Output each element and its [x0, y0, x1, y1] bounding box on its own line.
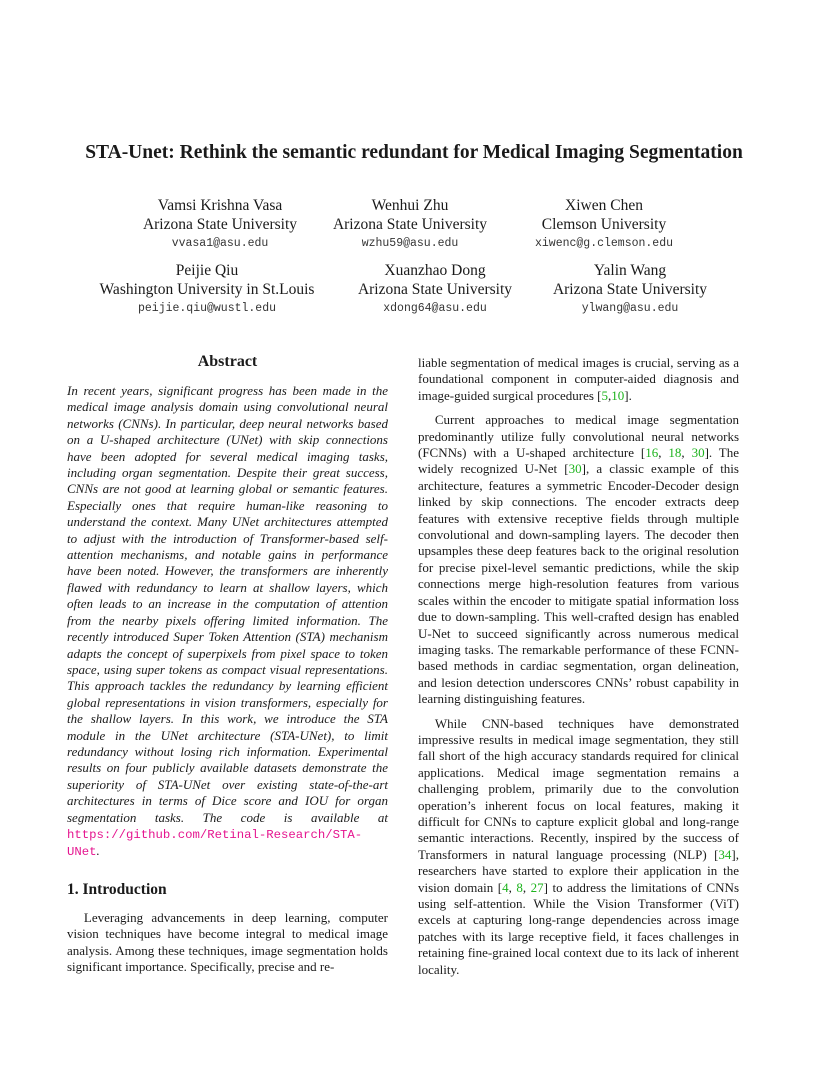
author-email: ylwang@asu.edu	[581, 302, 679, 315]
author-email: peijie.qiu@wustl.edu	[137, 302, 277, 315]
author-block	[125, 196, 315, 254]
citation-link[interactable]: 30	[568, 461, 582, 477]
author-affiliation: Arizona State University	[552, 281, 708, 298]
paragraph-text: ,	[508, 879, 517, 895]
citation-link[interactable]: 4	[502, 879, 509, 895]
citation-link[interactable]: 34	[718, 846, 732, 862]
author-name: Vamsi Krishna Vasa	[157, 197, 283, 214]
author-block	[345, 261, 525, 319]
citation-link[interactable]: 8	[516, 879, 523, 895]
citation-link[interactable]: 10	[611, 387, 625, 403]
paper-title: STA-Unet: Rethink the semantic redundant for Medical Imaging Segmentation	[85, 142, 743, 163]
citation-link[interactable]: 18	[668, 445, 682, 461]
paragraph-text: Current approaches to medical image segmentation predominantly utilize fully convolutional neural networks (FCNNs) with a U-shaped architecture [	[418, 412, 739, 461]
abstract-heading: Abstract	[197, 353, 258, 370]
author-affiliation: Clemson University	[541, 216, 667, 233]
intro-paragraph: Leveraging advancements in deep learning, computer vision techniques have become integral to medical image analysis. Among these techniques, image segmentation holds significant importance. Specifically, precise and re-	[67, 909, 388, 974]
citation-link[interactable]: 16	[645, 445, 659, 461]
author-name: Yalin Wang	[593, 262, 667, 279]
author-email: xiwenc@g.clemson.edu	[534, 237, 674, 250]
author-name: Xuanzhao Dong	[384, 262, 486, 279]
author-block	[540, 261, 720, 319]
author-affiliation: Arizona State University	[357, 281, 513, 298]
paragraph-text: liable segmentation of medical images is crucial, serving as a foundational component in computer-aided diagnosis and image-guided surgical procedures [	[418, 355, 739, 403]
author-affiliation: Washington University in St.Louis	[99, 281, 315, 298]
paragraph-text: ] to address the limitations of CNNs using self-attention. While the Vision Transformer (ViT) excels at capturing long-range dependencies across image patches with its large receptive field, it faces challenges in retaining fine-grained local context due to its lack of inherent locality.	[418, 879, 740, 977]
author-block	[82, 261, 332, 319]
author-block	[325, 196, 495, 254]
paragraph-text: ,	[681, 445, 692, 461]
author-name: Xiwen Chen	[565, 197, 643, 214]
abstract-text: In recent years, significant progress has been made in the medical image analysis domain using convolutional neural networks (CNNs). In particular, deep neural networks based on a U-shaped architecture (UNet) with skip connections have been adopted for several medical imaging tasks, including organ segmentation. Despite their great success, CNNs are not good at learning global or semantic features. Especially ones that require human-like reasoning to understand the context. Many UNet architectures attempted to adjust with the introduction of Transformer-based self-attention mechanisms, and notable gains in performance have been noted. However, the transformers are inherently flawed with redundancy to learn at shallow layers, which often leads to an increase in the computation of attention from the nearby pixels offering limited information. The recently introduced Super Token Attention (STA) mechanism adapts the concept of superpixels from pixel space to token space, using super tokens as compact visual representations. This approach tackles the redundancy by learning efficient global representations in vision transformers, especially for the shallow layers. In this work, we introduce the STA module in the UNet architecture (STA-UNet), to limit redundancy without losing rich information. Experimental results on four publicly available datasets demonstrate the superiority of STA-UNet over existing state-of-the-art architectures in terms of Dice score and IOU for organ segmentation tasks. The code is available at	[67, 383, 388, 825]
author-block	[520, 196, 688, 254]
body-paragraph	[418, 412, 739, 707]
introduction-heading: 1. Introduction	[67, 880, 167, 898]
citation-link[interactable]: 5	[601, 387, 608, 403]
author-name: Peijie Qiu	[175, 262, 239, 279]
paragraph-text: ].	[624, 387, 632, 403]
paragraph-text: ], researchers have started to explore their application in the vision domain [	[418, 846, 739, 895]
author-email: vvasa1@asu.edu	[171, 237, 269, 250]
paragraph-text: While CNN-based techniques have demonstrated impressive results in medical image segmentation, they still fall short of the high accuracy standards required for clinical applications. Medical image segmentation remains a challenging problem, primarily due to the convolution operation’s inherent focus on local features, making it difficult for CNNs to capture explicit global and long-range semantic interactions. Recently, inspired by the success of Transformers in natural language processing (NLP) [	[418, 715, 739, 862]
paragraph-text: ,	[522, 879, 531, 895]
paragraph-text: ,	[658, 445, 669, 461]
left-column	[67, 352, 388, 975]
citation-link[interactable]: 27	[530, 879, 544, 895]
citation-link[interactable]: 30	[691, 445, 705, 461]
author-name: Wenhui Zhu	[371, 197, 449, 214]
author-email: xdong64@asu.edu	[383, 302, 487, 315]
code-repository-link[interactable]: https://github.com/Retinal-Research/STA-UNet	[67, 827, 363, 860]
body-paragraph	[418, 355, 739, 404]
author-affiliation: Arizona State University	[332, 216, 488, 233]
paragraph-text: ], a classic example of this architecture, features a symmetric Encoder-Decoder design linked by skip connections. The encoder extracts deep features with extensive receptive fields through multiple convolutional and down-sampling layers. The decoder then upsamples these deep features back to the original resolution for precise pixel-level semantic predictions, while the skip connections merge high-resolution features from various scales within the encoder to mitigate spatial information loss due to down-sampling. This well-crafted design has enabled U-Net to succeed significantly across numerous medical imaging tasks. The remarkable performance of these FCNN-based methods in cardiac segmentation, organ delineation, and lesion detection underscores CNNs’ robust capability in learning distinguishing features.	[418, 461, 739, 707]
paragraph-text: ]. The widely recognized U-Net [	[418, 445, 740, 477]
author-email: wzhu59@asu.edu	[361, 237, 459, 250]
abstract-end: .	[96, 843, 100, 859]
abstract-paragraph	[67, 383, 388, 861]
right-column	[418, 355, 739, 978]
author-affiliation: Arizona State University	[142, 216, 298, 233]
body-paragraph	[418, 716, 739, 979]
paragraph-text: ,	[608, 387, 612, 403]
